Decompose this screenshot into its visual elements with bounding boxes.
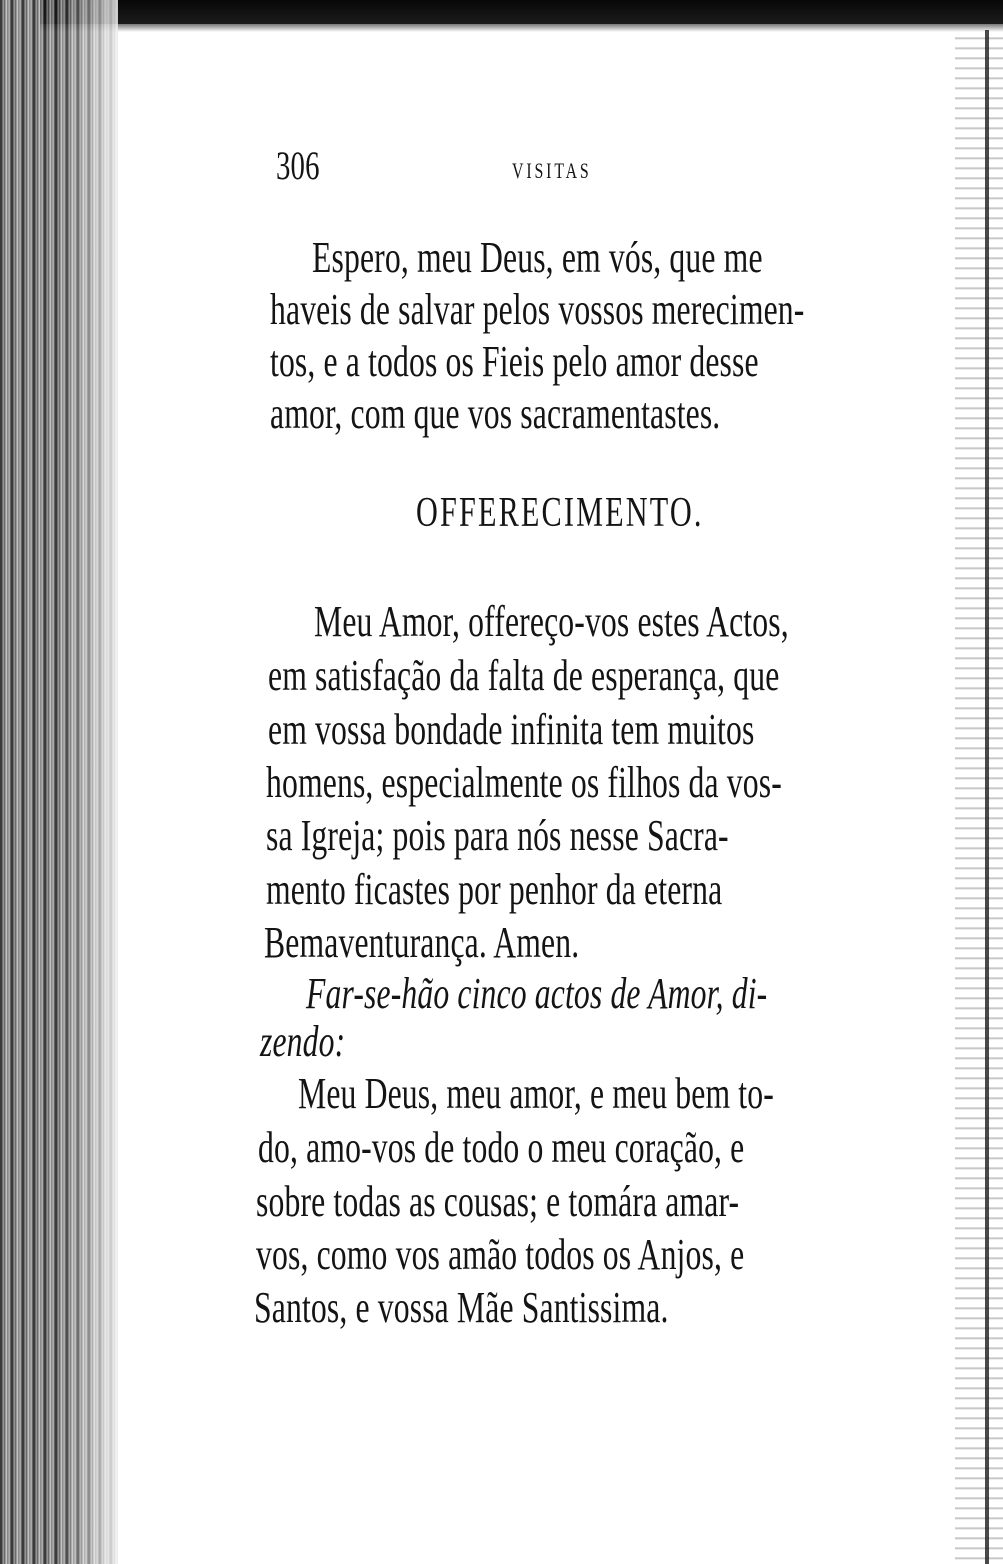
paragraph-line: Meu Deus, meu amor, e meu bem to- <box>298 1069 774 1118</box>
instruction-line: Far-se-hão cinco actos de Amor, di- <box>306 969 768 1018</box>
paragraph-line: mento ficastes por penhor da eterna <box>266 865 723 914</box>
paragraph-line: vos, como vos amão todos os Anjos, e <box>256 1230 745 1279</box>
paragraph-line: amor, com que vos sacramentastes. <box>270 389 721 438</box>
paragraph-line: tos, e a todos os Fieis pelo amor desse <box>270 337 759 386</box>
paragraph-line: em satisfação da falta de esperança, que <box>268 651 780 700</box>
running-title: VISITAS <box>512 158 592 183</box>
page-number: 306 <box>276 143 320 188</box>
paragraph-line: sobre todas as cousas; e tomára amar- <box>256 1177 740 1226</box>
paragraph-line: Espero, meu Deus, em vós, que me <box>312 233 763 282</box>
book-binding-shadow <box>0 0 118 1564</box>
paragraph-line: do, amo-vos de todo o meu coração, e <box>258 1123 745 1172</box>
paragraph-line: haveis de salvar pelos vossos merecimen- <box>270 285 805 334</box>
paragraph-line: em vossa bondade infinita tem muitos <box>268 705 755 754</box>
section-title: OFFERECIMENTO. <box>416 490 704 536</box>
scan-top-edge <box>40 0 1003 24</box>
paragraph-line: homens, especialmente os filhos da vos- <box>266 758 782 807</box>
paragraph-line: Meu Amor, offereço-vos estes Actos, <box>314 597 789 646</box>
paragraph-line: sa Igreja; pois para nós nesse Sacra- <box>266 811 729 860</box>
paragraph-line: Bemaventurança. Amen. <box>264 918 580 967</box>
instruction-line: zendo: <box>260 1017 346 1066</box>
paragraph-line: Santos, e vossa Mãe Santissima. <box>254 1283 669 1332</box>
page-right-edge <box>955 30 1003 1564</box>
